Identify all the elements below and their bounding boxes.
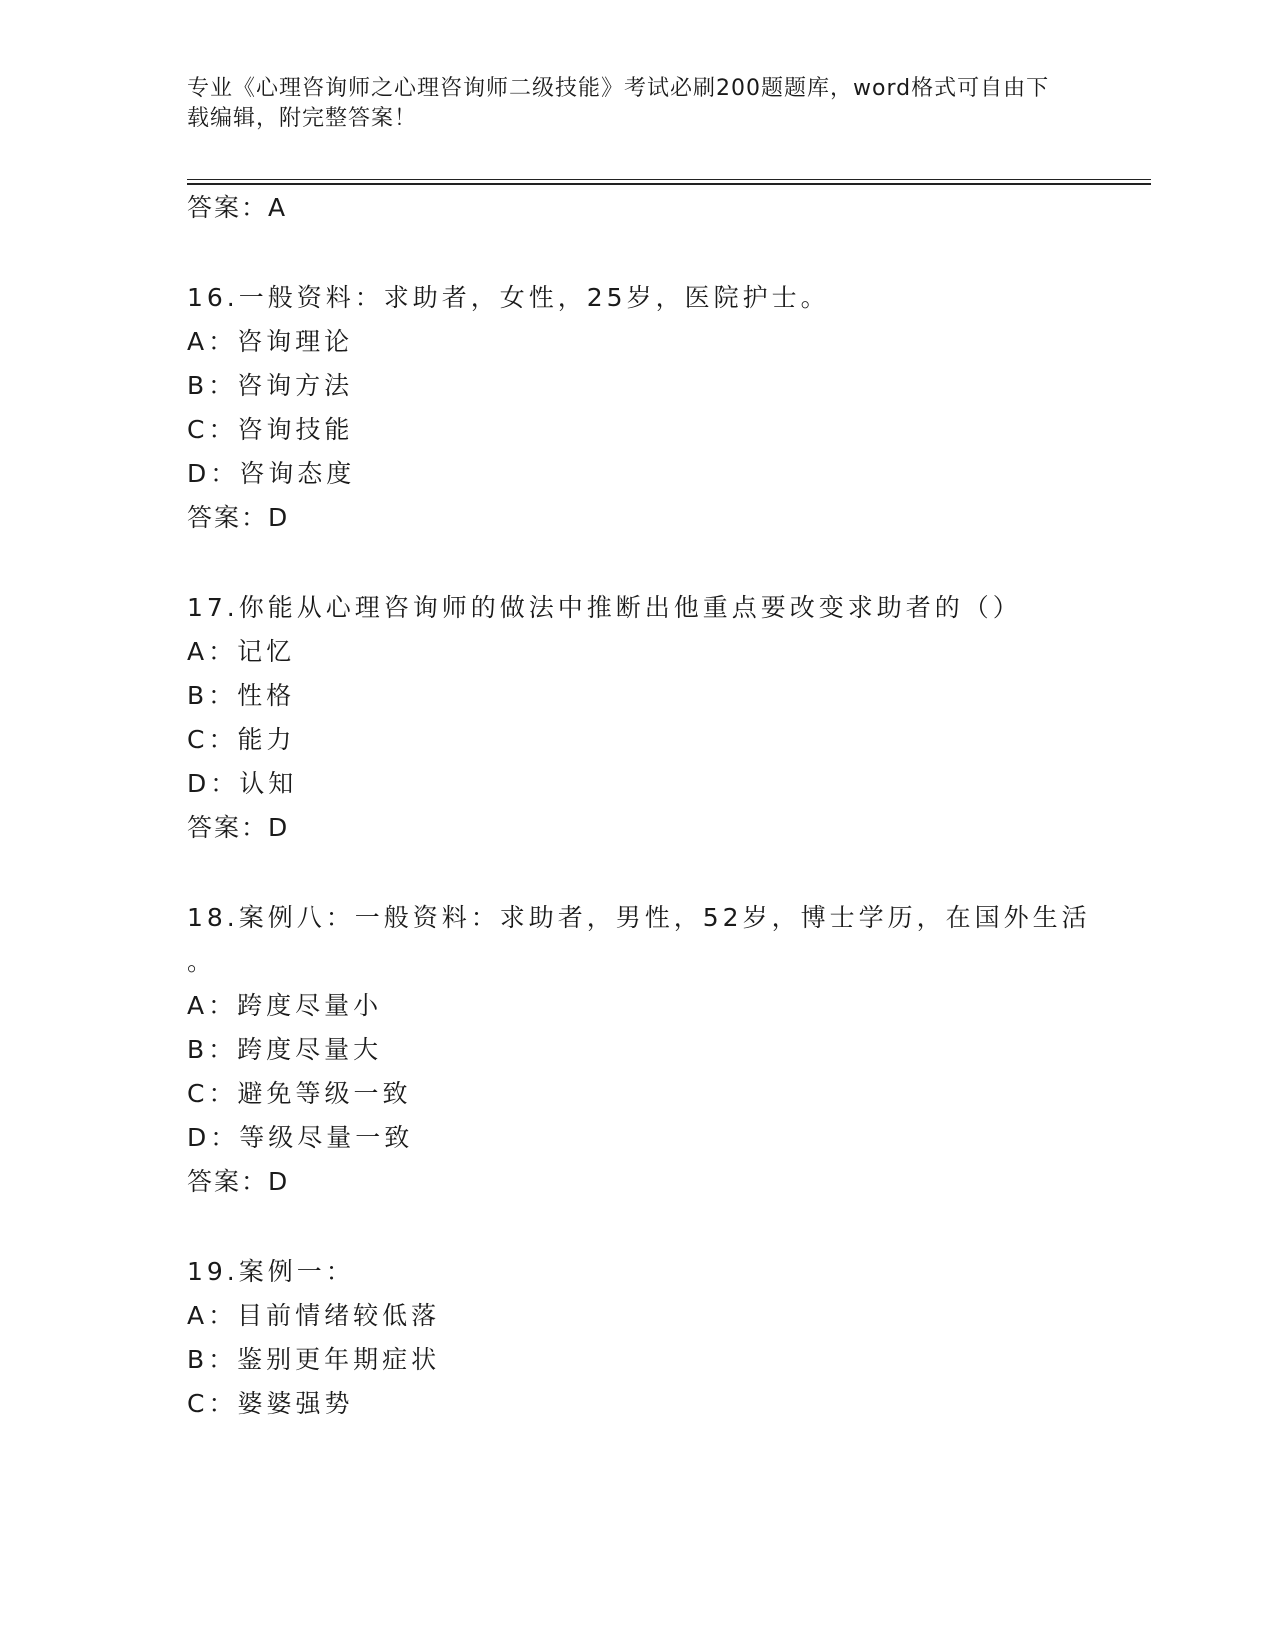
question-18-stem: 18.案例八：一般资料：求助者，男性，52岁，博士学历，在国外生活: [187, 903, 1091, 932]
question-18-stem-continuation: 。: [187, 947, 217, 976]
question-17-stem: 17.你能从心理咨询师的做法中推断出他重点要改变求助者的（）: [187, 593, 1022, 622]
document-header: 专业《心理咨询师之心理咨询师二级技能》考试必刷200题题库，word格式可自由下载编辑，附完整答案！: [187, 76, 1050, 131]
header-divider-thick: [187, 183, 1151, 185]
question-17-answer: 答案：D: [187, 813, 290, 842]
question-19-option-c: C：婆婆强势: [187, 1389, 354, 1418]
question-19-stem: 19.案例一：: [187, 1257, 355, 1286]
question-18-option-a: A：跨度尽量小: [187, 991, 383, 1020]
question-18-option-b: B：跨度尽量大: [187, 1035, 383, 1064]
question-16-option-a: A：咨询理论: [187, 327, 354, 356]
question-16-option-d: D：咨询态度: [187, 459, 356, 488]
question-17-option-d: D：认知: [187, 769, 298, 798]
header-divider-thin: [187, 179, 1151, 180]
question-18-option-c: C：避免等级一致: [187, 1079, 412, 1108]
question-16-answer: 答案：D: [187, 503, 290, 532]
question-17-option-c: C：能力: [187, 725, 296, 754]
question-19-option-b: B：鉴别更年期症状: [187, 1345, 441, 1374]
question-18-option-d: D：等级尽量一致: [187, 1123, 414, 1152]
question-16-option-b: B：咨询方法: [187, 371, 354, 400]
question-16-option-c: C：咨询技能: [187, 415, 354, 444]
question-17-option-a: A：记忆: [187, 637, 296, 666]
question-19-option-a: A：目前情绪较低落: [187, 1301, 441, 1330]
previous-answer: 答案：A: [187, 193, 288, 222]
question-18-answer: 答案：D: [187, 1167, 290, 1196]
question-16-stem: 16.一般资料：求助者，女性，25岁，医院护士。: [187, 283, 830, 312]
question-17-option-b: B：性格: [187, 681, 296, 710]
